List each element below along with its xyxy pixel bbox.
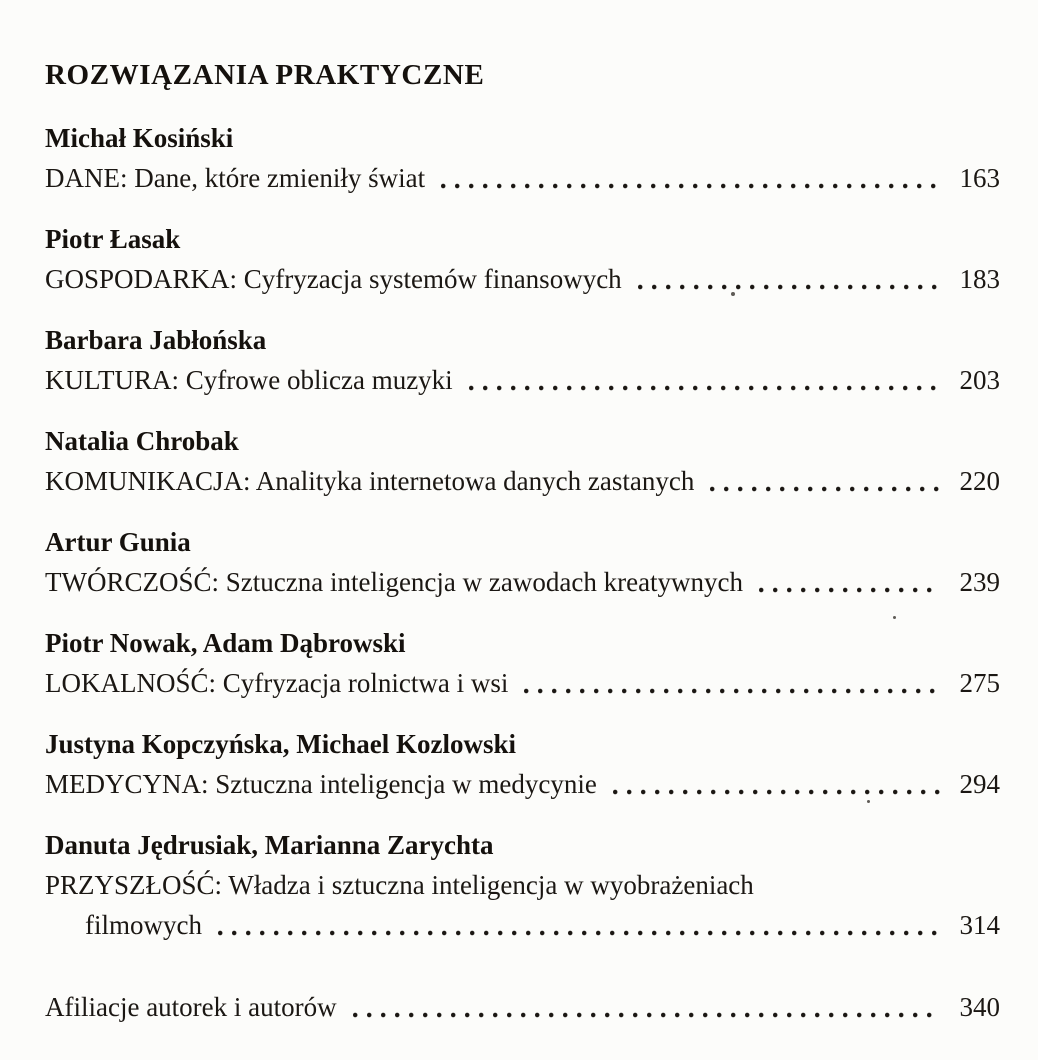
toc-entry-authors: Artur Gunia [45,527,191,557]
dot-leader [524,688,940,694]
toc-entry-authors: Piotr Nowak, Adam Dąbrowski [45,628,406,658]
toc-entry-title: MEDYCYNA: Sztuczna inteligencja w medycynie [45,769,597,799]
toc-entry [45,421,1000,501]
toc-entry-authors: Piotr Łasak [45,224,181,254]
toc-entry [45,825,1000,945]
toc-entry-title: KULTURA: Cyfrowe oblicza muzyki [45,365,453,395]
toc-entry [45,724,1000,804]
toc-entry-authors: Michał Kosiński [45,123,234,153]
dot-leader [710,486,940,492]
toc-entry-line [45,562,1000,602]
toc-entry-page-number: 183 [959,264,1000,294]
dot-leader [469,385,940,391]
toc-entry-title: GOSPODARKA: Cyfryzacja systemów finansowych [45,264,622,294]
toc-closing-page-number: 340 [959,992,1000,1022]
toc-entry-line [45,905,1000,945]
toc-entry-line [45,461,1000,501]
toc-entry-authors: Justyna Kopczyńska, Michael Kozlowski [45,729,517,759]
toc-entry-authors: Natalia Chrobak [45,426,239,456]
toc-entry-page-number: 203 [959,365,1000,395]
toc-entry-line [45,158,1000,198]
scan-speck [867,800,870,803]
dot-leader [441,183,940,189]
toc-entry-title-line1: PRZYSZŁOŚĆ: Władza i sztuczna inteligencja w wyobrażeniach [45,870,754,900]
section-title: ROZWIĄZANIA PRAKTYCZNE [45,59,485,91]
toc-entry [45,623,1000,703]
toc-entry-page-number: 275 [959,668,1000,698]
toc-entry-authors: Danuta Jędrusiak, Marianna Zarychta [45,830,494,860]
toc-entry-title-line2: filmowych [85,910,202,940]
toc-closing-entry [45,987,1000,1027]
scan-speck [893,616,896,619]
dot-leader [613,789,940,795]
toc-entry-line [45,764,1000,804]
toc-entry [45,320,1000,400]
dot-leader [638,284,940,290]
toc-entry-line [45,987,1000,1027]
toc-entry [45,118,1000,198]
toc-entry-page-number: 314 [959,910,1000,940]
toc-entry-authors: Barbara Jabłońska [45,325,267,355]
toc-entry-page-number: 239 [959,567,1000,597]
dot-leader [353,1012,940,1018]
toc-entry-title: LOKALNOŚĆ: Cyfryzacja rolnictwa i wsi [45,668,509,698]
dot-leader [759,587,940,593]
toc-closing-title: Afiliacje autorek i autorów [45,992,337,1022]
toc-entry-title: KOMUNIKACJA: Analityka internetowa danych zastanych [45,466,695,496]
toc-entry-line [45,360,1000,400]
toc-entry-title: DANE: Dane, które zmieniły świat [45,163,426,193]
dot-leader [218,930,940,936]
scan-speck [731,292,735,296]
toc-entry-page-number: 294 [959,769,1000,799]
toc-entry [45,219,1000,299]
toc-entry [45,522,1000,602]
toc-entry-title: TWÓRCZOŚĆ: Sztuczna inteligencja w zawodach kreatywnych [45,567,744,597]
toc-entry-line [45,259,1000,299]
toc-entry-page-number: 220 [959,466,1000,496]
toc-entry-line [45,663,1000,703]
toc-entry-page-number: 163 [959,163,1000,193]
